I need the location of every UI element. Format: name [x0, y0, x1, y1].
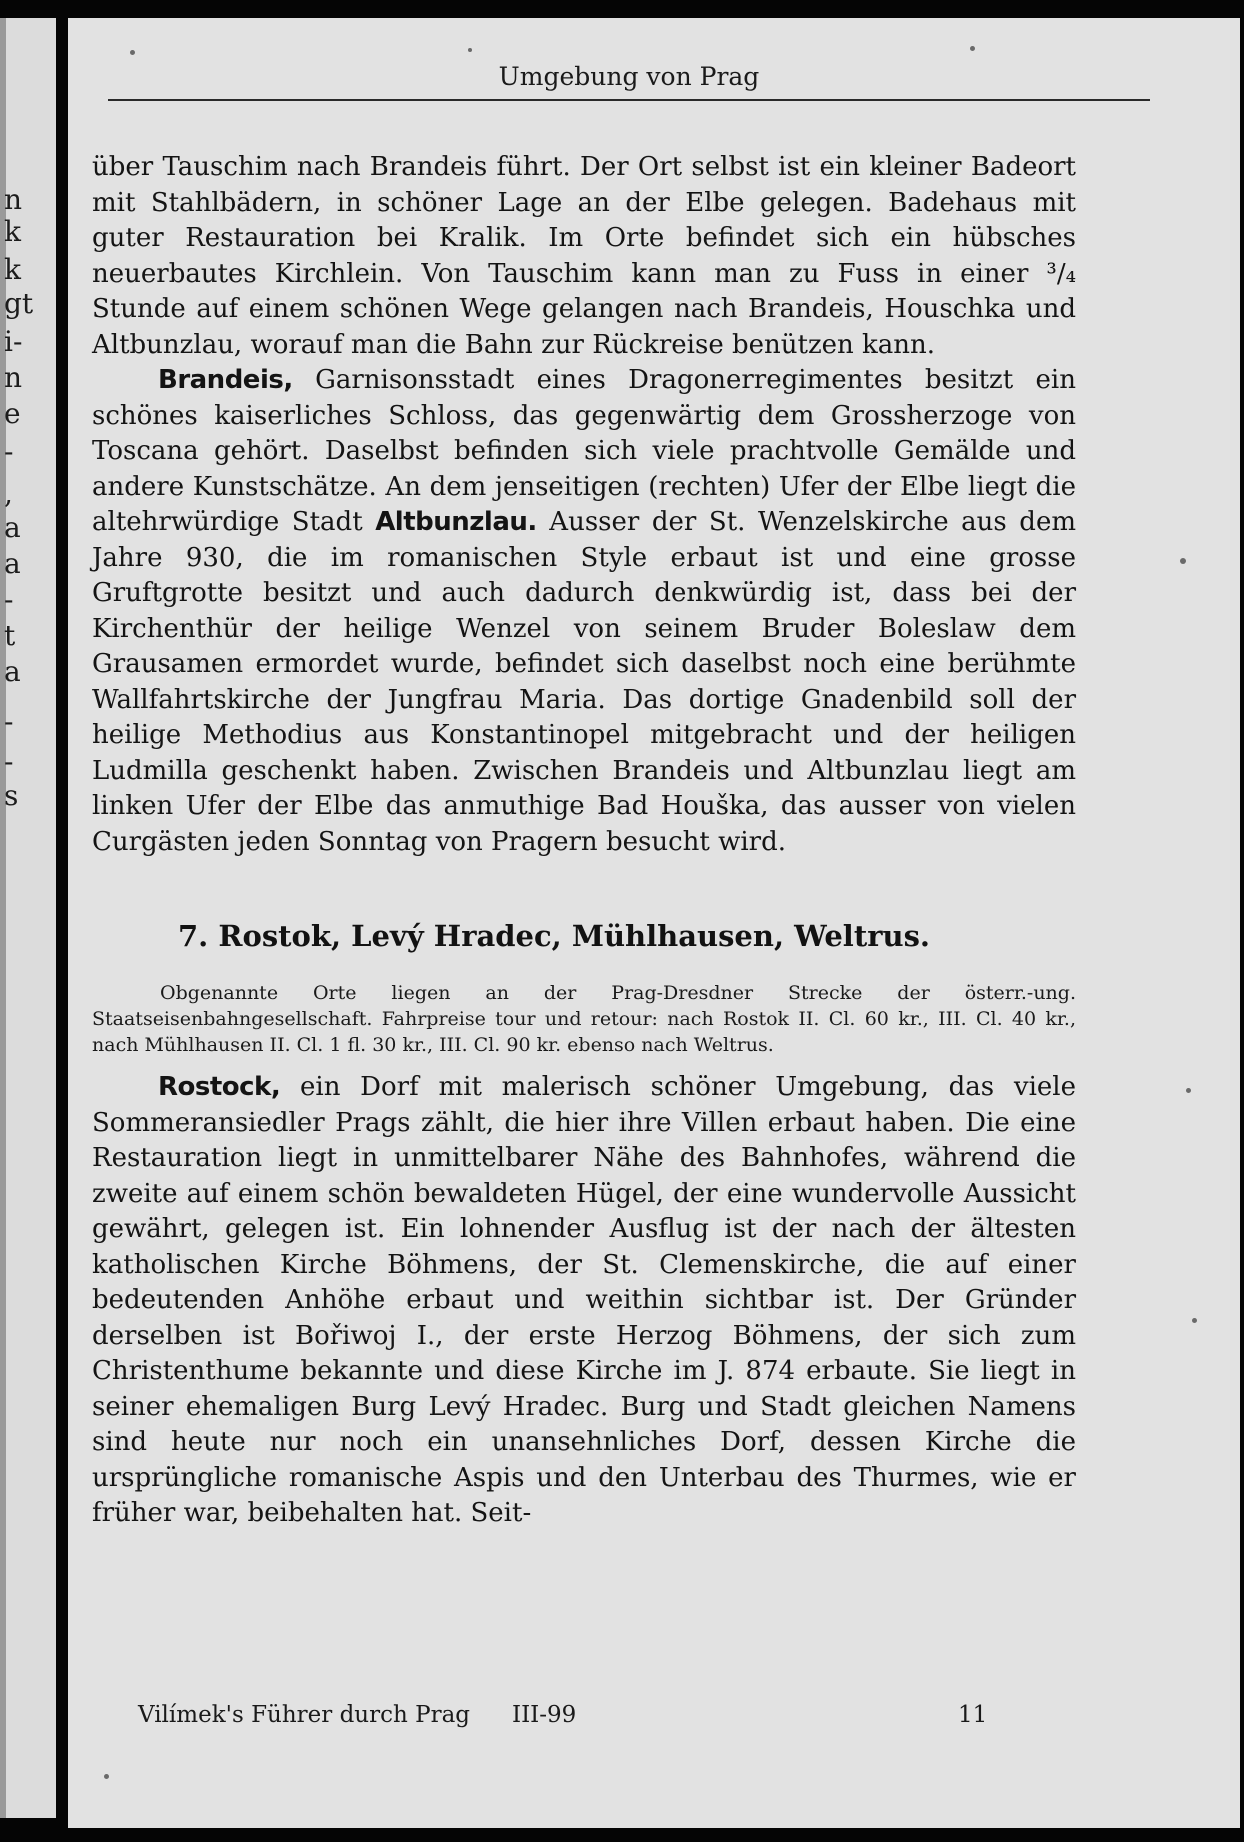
margin-fragment: - [4, 705, 14, 738]
footer-imprint: Vilímek's Führer durch Prag [138, 1702, 471, 1728]
place-name-brandeis: Brandeis, [158, 365, 293, 395]
paragraph-rostock [92, 1070, 1076, 1532]
paragraph-text: ein Dorf mit malerisch schöner Umgebung, das viele Sommeransiedler Prags zählt, die hier ihre Villen erbaut haben. Die eine Restauration liegt in unmittelbarer Nähe des Bahnhofes, während die zweite auf einem schön bewaldeten Hügel, der eine wundervolle Aussicht gewährt, gelegen ist. Ein lohnender Ausflug ist der nach der ältesten katholischen Kirche Böhmens, der St. Clemenskirche, die auf einer bedeutenden Anhöhe erbaut und weithin sichtbar ist. Der Gründer derselben ist Bořiwoj I., der erste Herzog Böhmens, der sich zum Christenthume bekannte und diese Kirche im J. 874 erbaute. Sie liegt in seiner ehemaligen Burg Levý Hradec. Burg und Stadt gleichen Namens sind heute nur noch ein unansehnliches Dorf, dessen Kirche die ursprüngliche romanische Aspis und den Unterbau des Thurmes, wie er früher war, beibehalten hat. Seit- [92, 1072, 1076, 1528]
book-page [68, 18, 1240, 1828]
page-body [92, 150, 1076, 1532]
section-heading: 7. Rostok, Levý Hradec, Mühlhausen, Weltrus. [178, 919, 931, 953]
margin-fragment: a [4, 547, 21, 580]
print-speck [1180, 558, 1186, 564]
paragraph-text: Garnisonsstadt eines Dragonerregimentes besitzt ein schönes kaiserliches Schloss, das gegenwärtig dem Grossherzoge von Toscana gehört. Daselbst befinden sich viele prachtvolle Gemälde und andere Kunstschätze. An dem jenseitigen (rechten) Ufer der Elbe liegt die altehrwürdige Stadt [92, 365, 1076, 537]
margin-fragment: - [4, 435, 14, 468]
print-speck [130, 50, 135, 55]
margin-fragment: a [4, 655, 21, 688]
margin-fragment: - [4, 745, 14, 778]
print-speck [970, 46, 975, 51]
footer-volume: III-99 [512, 1702, 577, 1728]
paragraph-text: Ausser der St. Wenzelskirche aus dem Jahre 930, die im romanischen Style erbaut ist und eine grosse Gruftgrotte besitzt und auch dadurch denkwürdig ist, dass bei der Kirchenthür der heilige Wenzel von seinem Bruder Boleslaw dem Grausamen ermordet wurde, befindet sich daselbst noch eine berühmte Wallfahrtskirche der Jungfrau Maria. Das dortige Gnadenbild soll der heilige Methodius aus Konstantinopel mitgebracht und der heiligen Ludmilla geschenkt haben. Zwischen Brandeis und Altbunzlau liegt am linken Ufer der Elbe das anmuthige Bad Houška, das ausser von vielen Curgästen jeden Sonntag von Pragern besucht wird. [92, 507, 1076, 857]
previous-page-edge [0, 18, 56, 1818]
margin-fragment: - [4, 583, 14, 616]
margin-fragment: e [4, 397, 21, 430]
margin-fragment: t [4, 619, 16, 652]
running-header: Umgebung von Prag [108, 62, 1150, 101]
page-footer [138, 1702, 576, 1728]
margin-fragment: n [4, 361, 23, 394]
place-name-altbunzlau: Altbunzlau. [375, 507, 537, 537]
paragraph-brandeis [92, 363, 1076, 860]
print-speck [468, 48, 472, 52]
print-speck [1186, 1088, 1191, 1093]
print-speck [1192, 1318, 1197, 1323]
place-name-rostock: Rostock, [158, 1072, 281, 1102]
margin-fragment: a [4, 511, 21, 544]
paragraph-continuation: über Tauschim nach Brandeis führt. Der Ort selbst ist ein kleiner Badeort mit Stahlbädern, in schöner Lage an der Elbe gelegen. Badehaus mit guter Restauration bei Kralik. Im Orte befindet sich ein hübsches neuerbautes Kirchlein. Von Tauschim kann man zu Fuss in einer ³/₄ Stunde auf einem schönen Wege gelangen nach Brandeis, Houschka und Altbunzlau, worauf man die Bahn zur Rückreise benützen kann. [92, 152, 1076, 360]
travel-note: Obgenannte Orte liegen an der Prag-Dresdner Strecke der österr.-ung. Staatseisenbahngesellschaft. Fahrpreise tour und retour: nach Rostok II. Cl. 60 kr., III. Cl. 40 kr., nach Mühlhausen II. Cl. 1 fl. 30 kr., III. Cl. 90 kr. ebenso nach Weltrus. [92, 982, 1076, 1056]
margin-fragment: s [4, 779, 19, 812]
margin-fragment: k [4, 253, 21, 286]
margin-fragment: gt [4, 287, 34, 320]
print-speck [104, 1774, 109, 1779]
margin-fragment: , [4, 477, 13, 510]
margin-fragment: n [4, 183, 23, 216]
margin-fragment: i- [4, 325, 23, 358]
signature-mark: 11 [958, 1702, 988, 1728]
margin-fragment: k [4, 215, 21, 248]
